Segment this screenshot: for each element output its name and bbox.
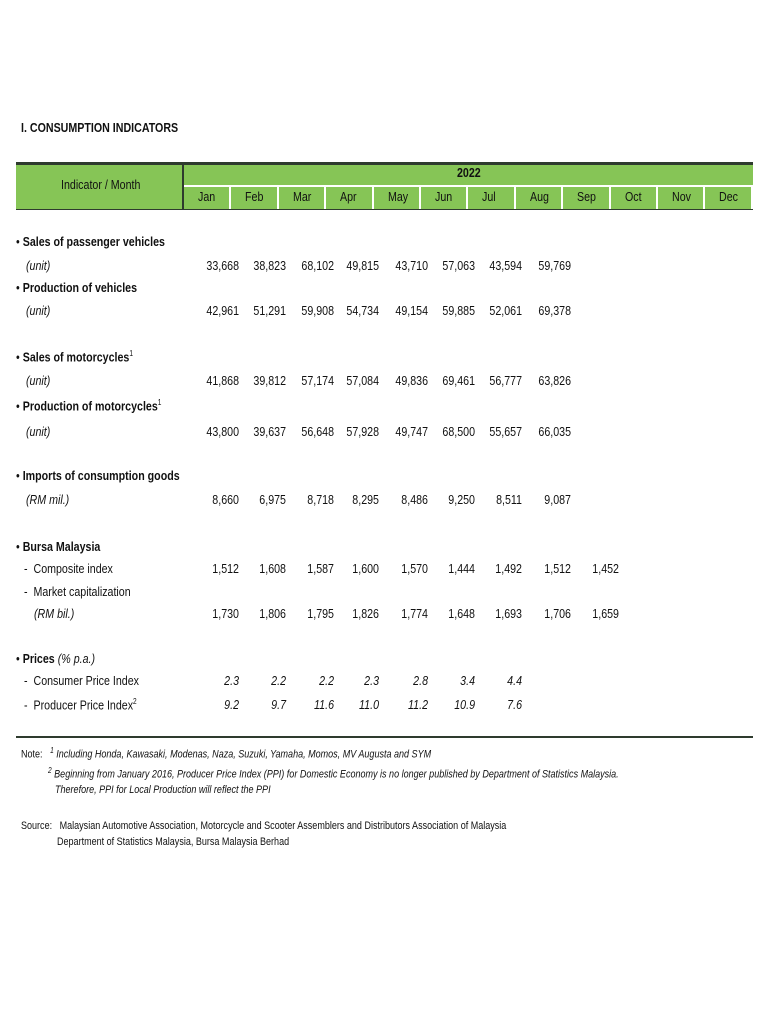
cell-production-motorcycles-aug: 66,035 xyxy=(538,424,571,439)
month-label-jul: Jul xyxy=(482,189,497,204)
cell-production-vehicles-jan: 42,961 xyxy=(206,303,239,318)
label-composite: - Composite index xyxy=(24,561,113,576)
unit-sales-passenger: (unit) xyxy=(26,258,51,273)
month-label-oct: Oct xyxy=(624,189,642,204)
month-label-nov: Nov xyxy=(672,189,691,204)
cell-imports-jul: 8,511 xyxy=(496,492,522,507)
label-cpi: - Consumer Price Index xyxy=(24,673,139,688)
cell-composite-jul: 1,492 xyxy=(495,561,522,576)
cell-composite-jun: 1,444 xyxy=(448,561,475,576)
cell-sales-passenger-feb: 38,823 xyxy=(253,258,286,273)
cell-production-motorcycles-apr: 57,928 xyxy=(346,424,379,439)
source-2: Department of Statistics Malaysia, Bursa Malaysia Berhad xyxy=(57,836,290,848)
cell-production-vehicles-jul: 52,061 xyxy=(489,303,522,318)
label-production-motorcycles: • Production of motorcycles$^1$ xyxy=(16,398,162,414)
cell-imports-jun: 9,250 xyxy=(448,492,475,507)
unit-sales-motorcycles: (unit) xyxy=(26,373,51,388)
label-prices: • Prices (% p.a.) xyxy=(16,651,96,666)
cell-imports-mar: 8,718 xyxy=(307,492,334,507)
cell-production-motorcycles-mar: 56,648 xyxy=(301,424,334,439)
cell-composite-mar: 1,587 xyxy=(307,561,334,576)
label-market-cap: - Market capitalization xyxy=(24,584,131,599)
cell-cpi-jun: 3.4 xyxy=(460,673,475,688)
cell-cpi-mar: 2.2 xyxy=(319,673,334,688)
cell-production-motorcycles-feb: 39,637 xyxy=(253,424,286,439)
cell-composite-apr: 1,600 xyxy=(352,561,379,576)
unit-production-motorcycles: (unit) xyxy=(26,424,51,439)
year-label: 2022 xyxy=(457,165,481,180)
month-label-feb: Feb xyxy=(245,189,264,204)
month-label-apr: Apr xyxy=(340,189,357,204)
cell-sales-passenger-aug: 59,769 xyxy=(538,258,571,273)
cell-production-motorcycles-jun: 68,500 xyxy=(442,424,475,439)
cell-sales-passenger-jan: 33,668 xyxy=(206,258,239,273)
label-sales-passenger: • Sales of passenger vehicles xyxy=(16,234,165,249)
month-label-dec: Dec xyxy=(719,189,739,204)
cell-cpi-jul: 4.4 xyxy=(507,673,522,688)
header-divider xyxy=(182,165,184,209)
cell-cpi-jan: 2.3 xyxy=(224,673,239,688)
month-label-sep: Sep xyxy=(577,189,597,204)
cell-imports-apr: 8,295 xyxy=(352,492,379,507)
cell-ppi-may: 11.2 xyxy=(408,697,428,712)
cell-sales-motorcycles-apr: 57,084 xyxy=(346,373,379,388)
cell-market-cap-jun: 1,648 xyxy=(448,606,475,621)
section-title: I. CONSUMPTION INDICATORS xyxy=(21,120,179,135)
cell-ppi-jan: 9.2 xyxy=(224,697,239,712)
cell-sales-passenger-jul: 43,594 xyxy=(489,258,522,273)
cell-sales-motorcycles-feb: 39,812 xyxy=(253,373,286,388)
cell-sales-motorcycles-jun: 69,461 xyxy=(442,373,475,388)
cell-market-cap-feb: 1,806 xyxy=(259,606,286,621)
cell-sales-passenger-jun: 57,063 xyxy=(442,258,475,273)
month-label-may: May xyxy=(387,189,408,204)
cell-sales-passenger-apr: 49,815 xyxy=(346,258,379,273)
label-imports: • Imports of consumption goods xyxy=(16,468,180,483)
cell-production-vehicles-aug: 69,378 xyxy=(538,303,571,318)
cell-ppi-feb: 9.7 xyxy=(271,697,286,712)
month-label-jun: Jun xyxy=(435,189,453,204)
cell-sales-motorcycles-may: 49,836 xyxy=(395,373,428,388)
cell-ppi-jun: 10.9 xyxy=(454,697,475,712)
cell-imports-feb: 6,975 xyxy=(259,492,286,507)
month-label-mar: Mar xyxy=(292,189,312,204)
cell-production-vehicles-mar: 59,908 xyxy=(301,303,334,318)
cell-cpi-apr: 2.3 xyxy=(364,673,379,688)
cell-production-motorcycles-may: 49,747 xyxy=(395,424,428,439)
note-2a: $^2$ Beginning from January 2016, Producer Price Index (PPI) for Domestic Economy is no longer published by Department of Statistics Malaysia. xyxy=(48,766,619,781)
label-ppi: - Producer Price Index$^2$ xyxy=(24,697,137,713)
cell-sales-motorcycles-jan: 41,868 xyxy=(206,373,239,388)
source-1: Source: Malaysian Automotive Association, Motorcycle and Scooter Assemblers and Distributors Association of Malaysia xyxy=(21,820,507,832)
cell-sales-motorcycles-aug: 63,826 xyxy=(538,373,571,388)
cell-production-vehicles-may: 49,154 xyxy=(395,303,428,318)
cell-cpi-may: 2.8 xyxy=(413,673,428,688)
cell-production-motorcycles-jul: 55,657 xyxy=(489,424,522,439)
cell-composite-feb: 1,608 xyxy=(259,561,286,576)
month-label-jan: Jan xyxy=(198,189,216,204)
cell-production-motorcycles-jan: 43,800 xyxy=(206,424,239,439)
cell-market-cap-may: 1,774 xyxy=(401,606,428,621)
note-1: Note: $^1$ Including Honda, Kawasaki, Modenas, Naza, Suzuki, Yamaha, Momos, MV Augusta and SYM xyxy=(21,746,432,761)
cell-composite-may: 1,570 xyxy=(401,561,428,576)
month-label-aug: Aug xyxy=(529,189,549,204)
cell-production-vehicles-apr: 54,734 xyxy=(346,303,379,318)
note-2b: Therefore, PPI for Local Production will reflect the PPI xyxy=(55,784,271,796)
cell-ppi-apr: 11.0 xyxy=(359,697,379,712)
unit-market-cap: (RM bil.) xyxy=(34,606,75,621)
cell-market-cap-jan: 1,730 xyxy=(212,606,239,621)
cell-market-cap-mar: 1,795 xyxy=(307,606,334,621)
cell-production-vehicles-feb: 51,291 xyxy=(253,303,286,318)
table-bottom-rule xyxy=(16,736,753,738)
label-bursa: • Bursa Malaysia xyxy=(16,539,101,554)
label-production-vehicles: • Production of vehicles xyxy=(16,280,138,295)
cell-market-cap-apr: 1,826 xyxy=(352,606,379,621)
unit-production-vehicles: (unit) xyxy=(26,303,51,318)
cell-market-cap-jul: 1,693 xyxy=(495,606,522,621)
cell-composite-aug: 1,512 xyxy=(544,561,571,576)
cell-sales-motorcycles-mar: 57,174 xyxy=(301,373,334,388)
cell-composite-jan: 1,512 xyxy=(212,561,239,576)
unit-imports: (RM mil.) xyxy=(26,492,70,507)
cell-ppi-mar: 11.6 xyxy=(314,697,334,712)
consumption-table xyxy=(16,162,753,738)
cell-ppi-jul: 7.6 xyxy=(507,697,522,712)
cell-imports-aug: 9,087 xyxy=(544,492,571,507)
cell-composite-sep: 1,452 xyxy=(592,561,619,576)
cell-market-cap-aug: 1,706 xyxy=(544,606,571,621)
cell-market-cap-sep: 1,659 xyxy=(592,606,619,621)
indicator-month-label: Indicator / Month xyxy=(61,177,141,192)
cell-production-vehicles-jun: 59,885 xyxy=(442,303,475,318)
cell-imports-jan: 8,660 xyxy=(212,492,239,507)
label-sales-motorcycles: • Sales of motorcycles$^1$ xyxy=(16,349,134,365)
cell-imports-may: 8,486 xyxy=(401,492,428,507)
cell-cpi-feb: 2.2 xyxy=(271,673,286,688)
header-bottom-rule xyxy=(16,209,753,210)
cell-sales-motorcycles-jul: 56,777 xyxy=(489,373,522,388)
cell-sales-passenger-mar: 68,102 xyxy=(301,258,334,273)
cell-sales-passenger-may: 43,710 xyxy=(395,258,428,273)
